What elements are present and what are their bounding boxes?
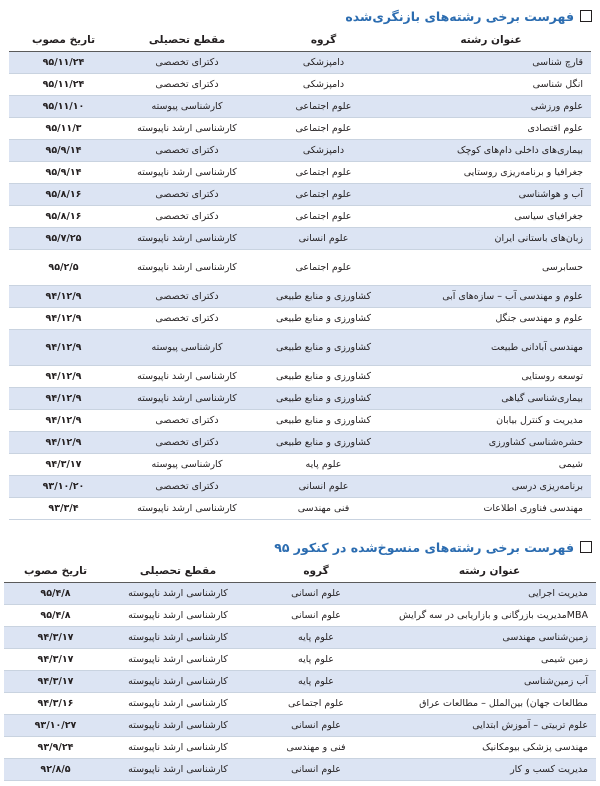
cell-name: بیماری‌های داخلی دام‌های کوچک [391,140,591,162]
cell-level: کارشناسی ارشد ناپیوسته [107,583,249,605]
cell-name: مطالعات جهان) بین‌الملل – مطالعات عراق [383,693,596,715]
cell-name: علوم تربیتی – آموزش ابتدایی [383,715,596,737]
cell-level: کارشناسی ارشد ناپیوسته [107,605,249,627]
cell-level: کارشناسی پیوسته [118,454,256,476]
cell-name: توسعه روستایی [391,366,591,388]
table-row [9,432,591,454]
cell-date: ۹۳/۱۰/۲۰ [9,476,118,498]
section-title-row [0,4,600,28]
cell-date: ۹۳/۱۰/۲۷ [4,715,107,737]
cell-date: ۹۳/۳/۴ [9,498,118,520]
table-row [9,286,591,308]
table-row [9,140,591,162]
cell-level: دکترای تخصصی [118,286,256,308]
cell-name: مدیریت اجرایی [383,583,596,605]
section-title: فهرست برخی رشته‌های منسوخ‌شده در کنکور ۹۵ [274,539,574,555]
cell-group: علوم انسانی [256,228,391,250]
table-row [4,737,596,759]
cell-group: علوم انسانی [249,605,383,627]
table-row [9,74,591,96]
table-row [9,206,591,228]
cell-level: کارشناسی پیوسته [118,330,256,366]
cell-level: دکترای تخصصی [118,74,256,96]
table-row [9,162,591,184]
cell-name: زبان‌های باستانی ایران [391,228,591,250]
cell-date: ۹۵/۱۱/۲۴ [9,74,118,96]
cell-level: کارشناسی ارشد ناپیوسته [107,693,249,715]
cell-group: کشاورزی و منابع طبیعی [256,410,391,432]
table-row [4,671,596,693]
cell-date: ۹۵/۴/۸ [4,583,107,605]
header-group: گروه [249,559,383,583]
cell-group: علوم پایه [249,671,383,693]
cell-date: ۹۴/۳/۱۷ [4,649,107,671]
cell-group: فنی و مهندسی [249,737,383,759]
table-row [4,715,596,737]
table-row [9,476,591,498]
cell-level: کارشناسی ارشد ناپیوسته [107,671,249,693]
cell-name: علوم و مهندسی آب – سازه‌های آبی [391,286,591,308]
cell-group: کشاورزی و منابع طبیعی [256,286,391,308]
table-row [9,228,591,250]
cell-group: علوم اجتماعی [256,96,391,118]
table-row [4,583,596,605]
table-row [9,118,591,140]
cell-name: شیمی [391,454,591,476]
header-level: مقطع تحصیلی [118,28,256,52]
cell-group: دامپزشکی [256,140,391,162]
cell-date: ۹۵/۹/۱۴ [9,140,118,162]
cell-name: حشره‌شناسی کشاورزی [391,432,591,454]
cell-date: ۹۴/۳/۱۷ [4,627,107,649]
header-date: تاریخ مصوب [9,28,118,52]
cell-level: دکترای تخصصی [118,140,256,162]
cell-level: کارشناسی ارشد ناپیوسته [118,366,256,388]
cell-date: ۹۴/۱۲/۹ [9,330,118,366]
cell-name: انگل شناسی [391,74,591,96]
cell-group: علوم پایه [249,649,383,671]
revised-fields-section [0,4,600,520]
cell-date: ۹۵/۷/۲۵ [9,228,118,250]
cell-name: MBAمدیریت بازرگانی و بازاریابی در سه گرایش [383,605,596,627]
cell-level: کارشناسی پیوسته [118,96,256,118]
cell-group: علوم انسانی [256,476,391,498]
table-row [4,759,596,781]
cell-date: ۹۳/۹/۲۴ [4,737,107,759]
revised-fields-table [9,28,591,520]
cell-group: علوم اجتماعی [256,118,391,140]
cell-date: ۹۴/۱۲/۹ [9,388,118,410]
cell-level: دکترای تخصصی [118,432,256,454]
cell-level: کارشناسی ارشد ناپیوسته [107,715,249,737]
header-name: عنوان رشته [391,28,591,52]
checkbox-square-icon [580,541,592,553]
cell-group: فنی مهندسی [256,498,391,520]
cell-group: کشاورزی و منابع طبیعی [256,366,391,388]
cell-name: جغرافیا و برنامه‌ریزی روستایی [391,162,591,184]
checkbox-square-icon [580,10,592,22]
cell-name: مهندسی پزشکی بیومکانیک [383,737,596,759]
cell-name: مدیریت و کنترل بیابان [391,410,591,432]
cell-level: دکترای تخصصی [118,206,256,228]
cell-date: ۹۴/۱۲/۹ [9,366,118,388]
cell-group: کشاورزی و منابع طبیعی [256,308,391,330]
cell-level: کارشناسی ارشد ناپیوسته [107,627,249,649]
table-row [4,605,596,627]
cell-level: کارشناسی ارشد ناپیوسته [118,250,256,286]
cell-date: ۹۴/۱۲/۹ [9,432,118,454]
cell-name: بیماری‌شناسی گیاهی [391,388,591,410]
cell-group: علوم انسانی [249,715,383,737]
section-title-row [0,535,600,559]
cell-name: مهندسی آبادانی طبیعت [391,330,591,366]
cell-name: آب و هواشناسی [391,184,591,206]
cell-name: حسابرسی [391,250,591,286]
cell-date: ۹۵/۱۱/۳ [9,118,118,140]
cell-level: کارشناسی ارشد ناپیوسته [107,759,249,781]
table-row [9,410,591,432]
cell-group: کشاورزی و منابع طبیعی [256,330,391,366]
header-level: مقطع تحصیلی [107,559,249,583]
cell-level: کارشناسی ارشد ناپیوسته [118,118,256,140]
cell-group: علوم پایه [256,454,391,476]
table-row [9,454,591,476]
table-row [9,388,591,410]
cell-date: ۹۴/۳/۱۷ [9,454,118,476]
cell-group: علوم اجتماعی [256,206,391,228]
table-row [4,693,596,715]
cell-name: برنامه‌ریزی درسی [391,476,591,498]
cell-group: دامپزشکی [256,74,391,96]
cell-date: ۹۴/۱۲/۹ [9,410,118,432]
cell-group: کشاورزی و منابع طبیعی [256,388,391,410]
cell-level: کارشناسی ارشد ناپیوسته [118,388,256,410]
cell-date: ۹۵/۱۱/۱۰ [9,96,118,118]
cell-date: ۹۵/۹/۱۴ [9,162,118,184]
cell-group: علوم اجتماعی [256,250,391,286]
table-row [4,627,596,649]
cell-name: قارچ شناسی [391,52,591,74]
cell-group: دامپزشکی [256,52,391,74]
cell-date: ۹۵/۴/۸ [4,605,107,627]
cell-date: ۹۴/۳/۱۶ [4,693,107,715]
cell-name: آب زمین‌شناسی [383,671,596,693]
cell-group: کشاورزی و منابع طبیعی [256,432,391,454]
cell-date: ۹۴/۱۲/۹ [9,308,118,330]
cell-date: ۹۴/۱۲/۹ [9,286,118,308]
cell-group: علوم اجتماعی [256,184,391,206]
cell-date: ۹۵/۲/۵ [9,250,118,286]
cell-name: زمین شیمی [383,649,596,671]
cell-level: کارشناسی ارشد ناپیوسته [107,737,249,759]
cell-level: کارشناسی ارشد ناپیوسته [118,228,256,250]
cell-date: ۹۵/۱۱/۲۴ [9,52,118,74]
cell-group: علوم انسانی [249,759,383,781]
header-group: گروه [256,28,391,52]
section-title: فهرست برخی رشته‌های بازنگری‌شده [345,8,574,24]
cell-name: مهندسی فناوری اطلاعات [391,498,591,520]
cell-name: مدیریت کسب و کار [383,759,596,781]
cell-name: علوم و مهندسی جنگل [391,308,591,330]
table-row [9,330,591,366]
cell-date: ۹۵/۸/۱۶ [9,184,118,206]
discontinued-fields-table [4,559,596,781]
header-name: عنوان رشته [383,559,596,583]
cell-group: علوم انسانی [249,583,383,605]
table-row [9,96,591,118]
discontinued-fields-section [0,535,600,781]
table-row [9,184,591,206]
cell-level: کارشناسی ارشد ناپیوسته [107,649,249,671]
cell-group: علوم اجتماعی [256,162,391,184]
cell-level: کارشناسی ارشد ناپیوسته [118,162,256,184]
cell-level: کارشناسی ارشد ناپیوسته [118,498,256,520]
table-row [4,649,596,671]
table-header-row [4,559,596,583]
cell-group: علوم اجتماعی [249,693,383,715]
header-date: تاریخ مصوب [4,559,107,583]
cell-level: دکترای تخصصی [118,52,256,74]
table-header-row [9,28,591,52]
cell-name: علوم ورزشی [391,96,591,118]
cell-name: علوم اقتصادی [391,118,591,140]
cell-date: ۹۴/۳/۱۷ [4,671,107,693]
cell-level: دکترای تخصصی [118,476,256,498]
cell-name: جغرافیای سیاسی [391,206,591,228]
table-row [9,366,591,388]
cell-level: دکترای تخصصی [118,308,256,330]
cell-level: دکترای تخصصی [118,184,256,206]
table-row [9,308,591,330]
table-row [9,498,591,520]
table-row [9,250,591,286]
table-row [9,52,591,74]
cell-date: ۹۵/۸/۱۶ [9,206,118,228]
cell-level: دکترای تخصصی [118,410,256,432]
cell-group: علوم پایه [249,627,383,649]
cell-date: ۹۲/۸/۵ [4,759,107,781]
cell-name: زمین‌شناسی مهندسی [383,627,596,649]
